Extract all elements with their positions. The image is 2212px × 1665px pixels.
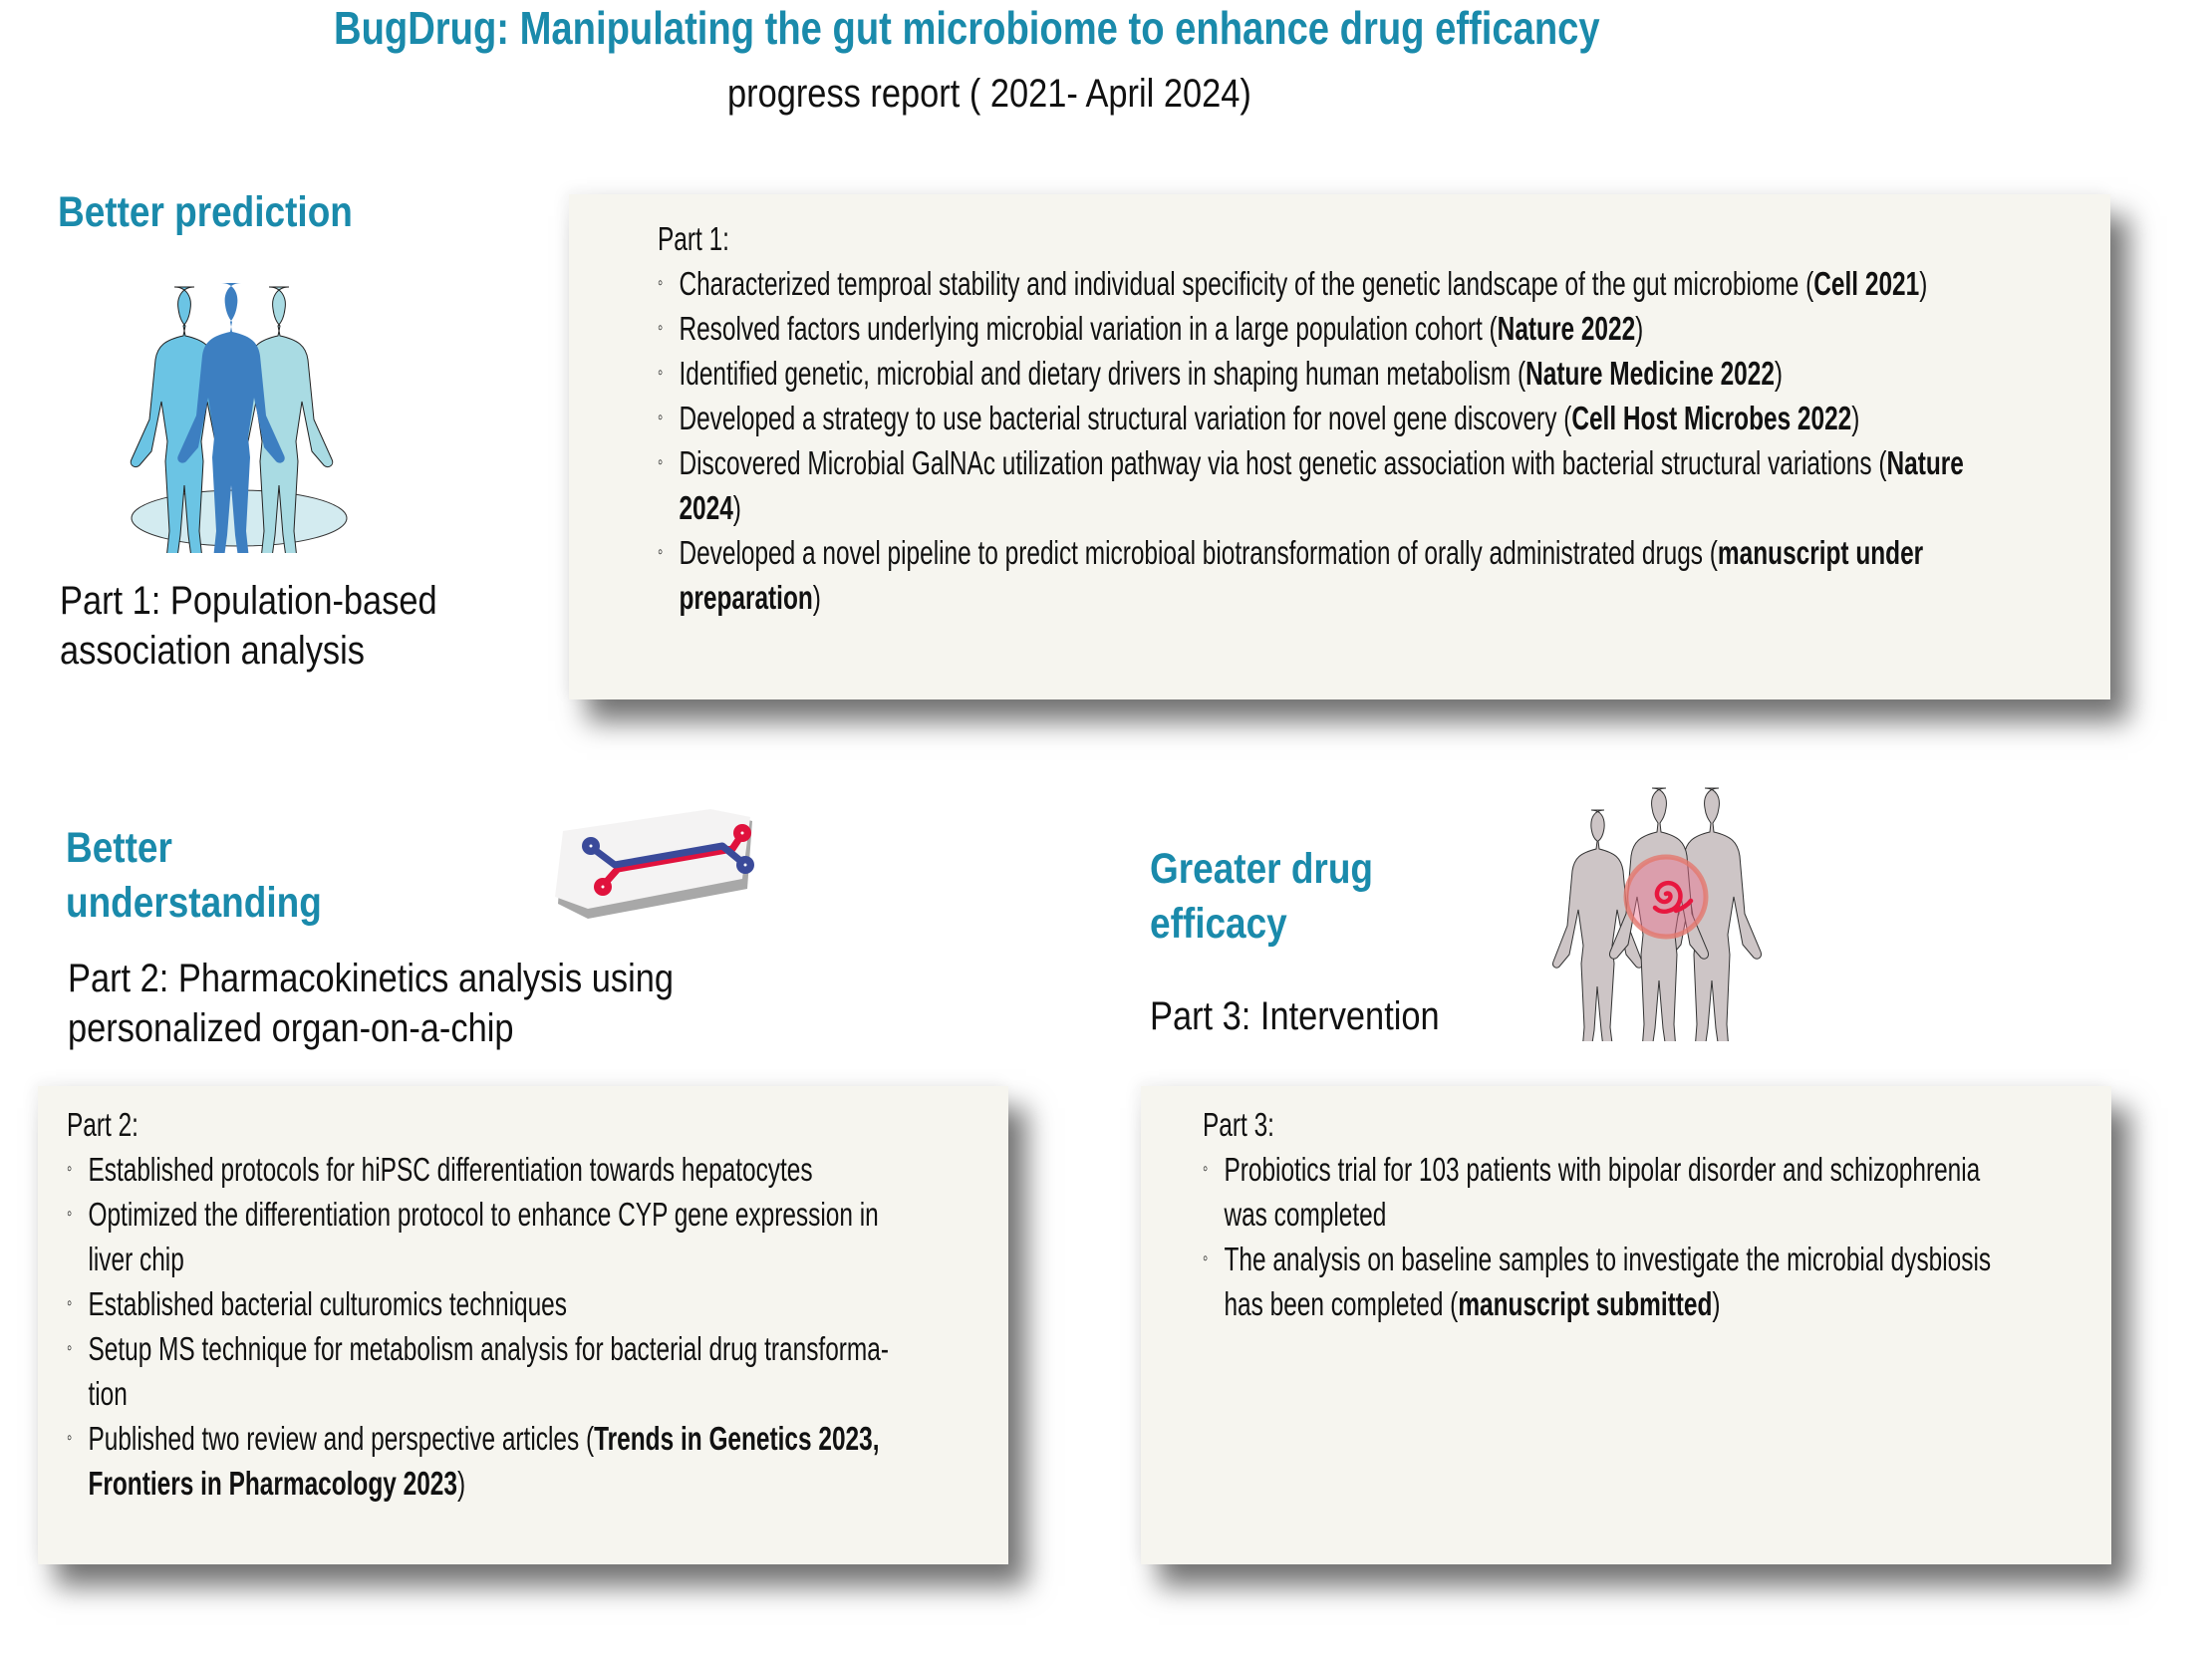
bullet-item — [1203, 1237, 1992, 1281]
part1-summary-content — [658, 216, 1964, 620]
item-text: Resolved factors underlying microbial variation in a large population cohort ( — [679, 310, 1498, 347]
page-subtitle: progress report ( 2021- April 2024) — [727, 72, 1251, 116]
bullet-icon: ◦ — [67, 1158, 73, 1180]
item-text: Characterized temproal stability and individual specificity of the genetic landscape of the gut microbiome ( — [679, 265, 1814, 302]
bullet-text — [679, 351, 1783, 396]
bullet-item — [1203, 1147, 1981, 1192]
bullet-text — [1224, 1192, 1386, 1237]
bullet-text — [679, 575, 820, 620]
section-heading-better-prediction — [58, 185, 353, 240]
organ-on-chip-icon — [543, 809, 757, 924]
box-label: Part 1: — [658, 220, 729, 257]
item-text: Discovered Microbial GalNAc utilization pathway via host genetic association with bacterial structural variations ( — [679, 444, 1887, 481]
subheading-line: Part 2: Pharmacokinetics analysis using — [68, 957, 675, 1000]
item-text: Developed a strategy to use bacterial structural variation for novel gene discovery ( — [679, 400, 1572, 436]
part1-summary-box — [569, 194, 2110, 699]
publication-reference: manuscript under — [1717, 534, 1924, 571]
subheading-line: Part 3: Intervention — [1150, 994, 1440, 1038]
bullet-text — [88, 1416, 879, 1461]
bullet-item-continuation — [1203, 1192, 1387, 1237]
item-text: Established protocols for hiPSC differentiation towards hepatocytes — [88, 1151, 813, 1188]
bullet-item — [658, 351, 1784, 396]
item-text: liver chip — [88, 1241, 184, 1277]
bullet-icon: ◦ — [658, 272, 664, 294]
box-label: Part 3: — [1203, 1106, 1274, 1143]
heading-line: Better prediction — [58, 188, 353, 236]
bullet-item-continuation — [658, 485, 741, 530]
bullet-item — [67, 1416, 880, 1461]
item-text-end: ) — [1919, 265, 1928, 302]
publication-reference: Trends in Genetics 2023, — [594, 1420, 880, 1457]
publication-reference: Nature Medicine 2022 — [1525, 355, 1775, 392]
bullet-item-continuation — [67, 1461, 466, 1506]
bullet-item — [67, 1192, 879, 1237]
bullet-text — [1224, 1281, 1720, 1326]
bullet-text — [88, 1371, 127, 1416]
box-label: Part 2: — [67, 1106, 138, 1143]
subheading-line: Part 1: Population-based — [60, 579, 437, 623]
bullet-item-continuation — [658, 575, 821, 620]
item-text: Identified genetic, microbial and dietary drivers in shaping human metabolism ( — [679, 355, 1526, 392]
part3-summary-content — [1203, 1102, 1992, 1326]
bullet-item — [658, 306, 1644, 351]
bullet-item-continuation — [67, 1237, 184, 1281]
item-text-end: ) — [456, 1465, 466, 1502]
bullet-text — [679, 306, 1643, 351]
bullet-text — [88, 1461, 465, 1506]
bullet-text — [88, 1192, 878, 1237]
part2-summary-content — [67, 1102, 889, 1506]
gut-intervention-icon — [1544, 782, 1784, 1041]
bullet-icon: ◦ — [658, 317, 664, 339]
bullet-icon: ◦ — [658, 362, 664, 384]
item-text: Published two review and perspective articles ( — [88, 1420, 595, 1457]
section-heading-greater-drug-efficacy — [1150, 842, 1373, 952]
section-subheading-part2 — [68, 954, 674, 1053]
subheading-line: association analysis — [60, 629, 365, 673]
bullet-text — [1224, 1147, 1980, 1192]
item-text-end: ) — [1635, 310, 1644, 347]
bullet-icon: ◦ — [658, 407, 664, 428]
heading-line: Better — [66, 824, 172, 872]
bullet-item — [658, 261, 1928, 306]
section-heading-better-understanding — [66, 821, 322, 931]
publication-reference: manuscript submitted — [1458, 1285, 1713, 1322]
bullet-icon: ◦ — [67, 1203, 73, 1225]
item-text: Setup MS technique for metabolism analysis for bacterial drug transforma- — [88, 1330, 889, 1367]
bullet-icon: ◦ — [1203, 1158, 1209, 1180]
bullet-item — [658, 530, 1924, 575]
bullet-icon: ◦ — [67, 1427, 73, 1449]
bullet-item — [67, 1281, 567, 1326]
item-text: tion — [88, 1375, 128, 1412]
heading-line: Greater drug — [1150, 845, 1374, 893]
item-text-end: ) — [812, 579, 821, 616]
bullet-item-continuation — [1203, 1281, 1721, 1326]
item-text-end: ) — [732, 489, 741, 526]
heading-line: efficacy — [1150, 900, 1287, 948]
bullet-text — [88, 1326, 889, 1371]
bullet-icon: ◦ — [658, 541, 664, 563]
subheading-line: personalized organ-on-a-chip — [68, 1006, 514, 1050]
bullet-text — [679, 485, 740, 530]
item-text-end: ) — [1851, 400, 1860, 436]
publication-reference: Cell 2021 — [1813, 265, 1920, 302]
bullet-item — [67, 1147, 813, 1192]
publication-reference: Nature 2022 — [1497, 310, 1636, 347]
part2-summary-box — [38, 1086, 1008, 1564]
item-text: Established bacterial culturomics techniques — [88, 1285, 567, 1322]
publication-reference: 2024 — [679, 489, 733, 526]
bullet-icon: ◦ — [1203, 1248, 1209, 1269]
item-text: has been completed ( — [1224, 1285, 1459, 1322]
bullet-item — [67, 1326, 889, 1371]
bullet-text — [679, 530, 1923, 575]
gut-highlight — [1626, 857, 1706, 937]
bullet-text — [88, 1147, 812, 1192]
bullet-item-continuation — [67, 1371, 138, 1416]
bullet-text — [679, 261, 1927, 306]
item-text-end: ) — [1774, 355, 1784, 392]
item-text: Probiotics trial for 103 patients with bipolar disorder and schizophrenia — [1224, 1151, 1981, 1188]
bullet-text — [679, 396, 1859, 440]
bullet-text — [1224, 1237, 1991, 1281]
publication-reference: Nature — [1886, 444, 1964, 481]
item-text: The analysis on baseline samples to investigate the microbial dysbiosis — [1224, 1241, 1992, 1277]
section-subheading-part1 — [60, 576, 437, 676]
bullet-item — [658, 396, 1860, 440]
item-text: Developed a novel pipeline to predict microbioal biotransformation of orally administrated drugs ( — [679, 534, 1718, 571]
item-text: Optimized the differentiation protocol to enhance CYP gene expression in — [88, 1196, 879, 1233]
item-text: was completed — [1224, 1196, 1387, 1233]
bullet-text — [679, 440, 1963, 485]
bullet-icon: ◦ — [67, 1292, 73, 1314]
section-subheading-part3 — [1150, 991, 1440, 1041]
item-text-end: ) — [1712, 1285, 1721, 1322]
publication-reference: Frontiers in Pharmacology 2023 — [88, 1465, 457, 1502]
publication-reference: preparation — [679, 579, 813, 616]
publication-reference: Cell Host Microbes 2022 — [1571, 400, 1852, 436]
heading-line: understanding — [66, 879, 322, 927]
bullet-icon: ◦ — [67, 1337, 73, 1359]
bullet-icon: ◦ — [658, 451, 664, 473]
page-title: BugDrug: Manipulating the gut microbiome to enhance drug efficancy — [334, 2, 1600, 54]
bullet-item — [658, 440, 1964, 485]
bullet-text — [88, 1281, 567, 1326]
part3-summary-box — [1141, 1086, 2111, 1564]
bullet-text — [88, 1237, 183, 1281]
population-figures-icon — [110, 269, 369, 553]
